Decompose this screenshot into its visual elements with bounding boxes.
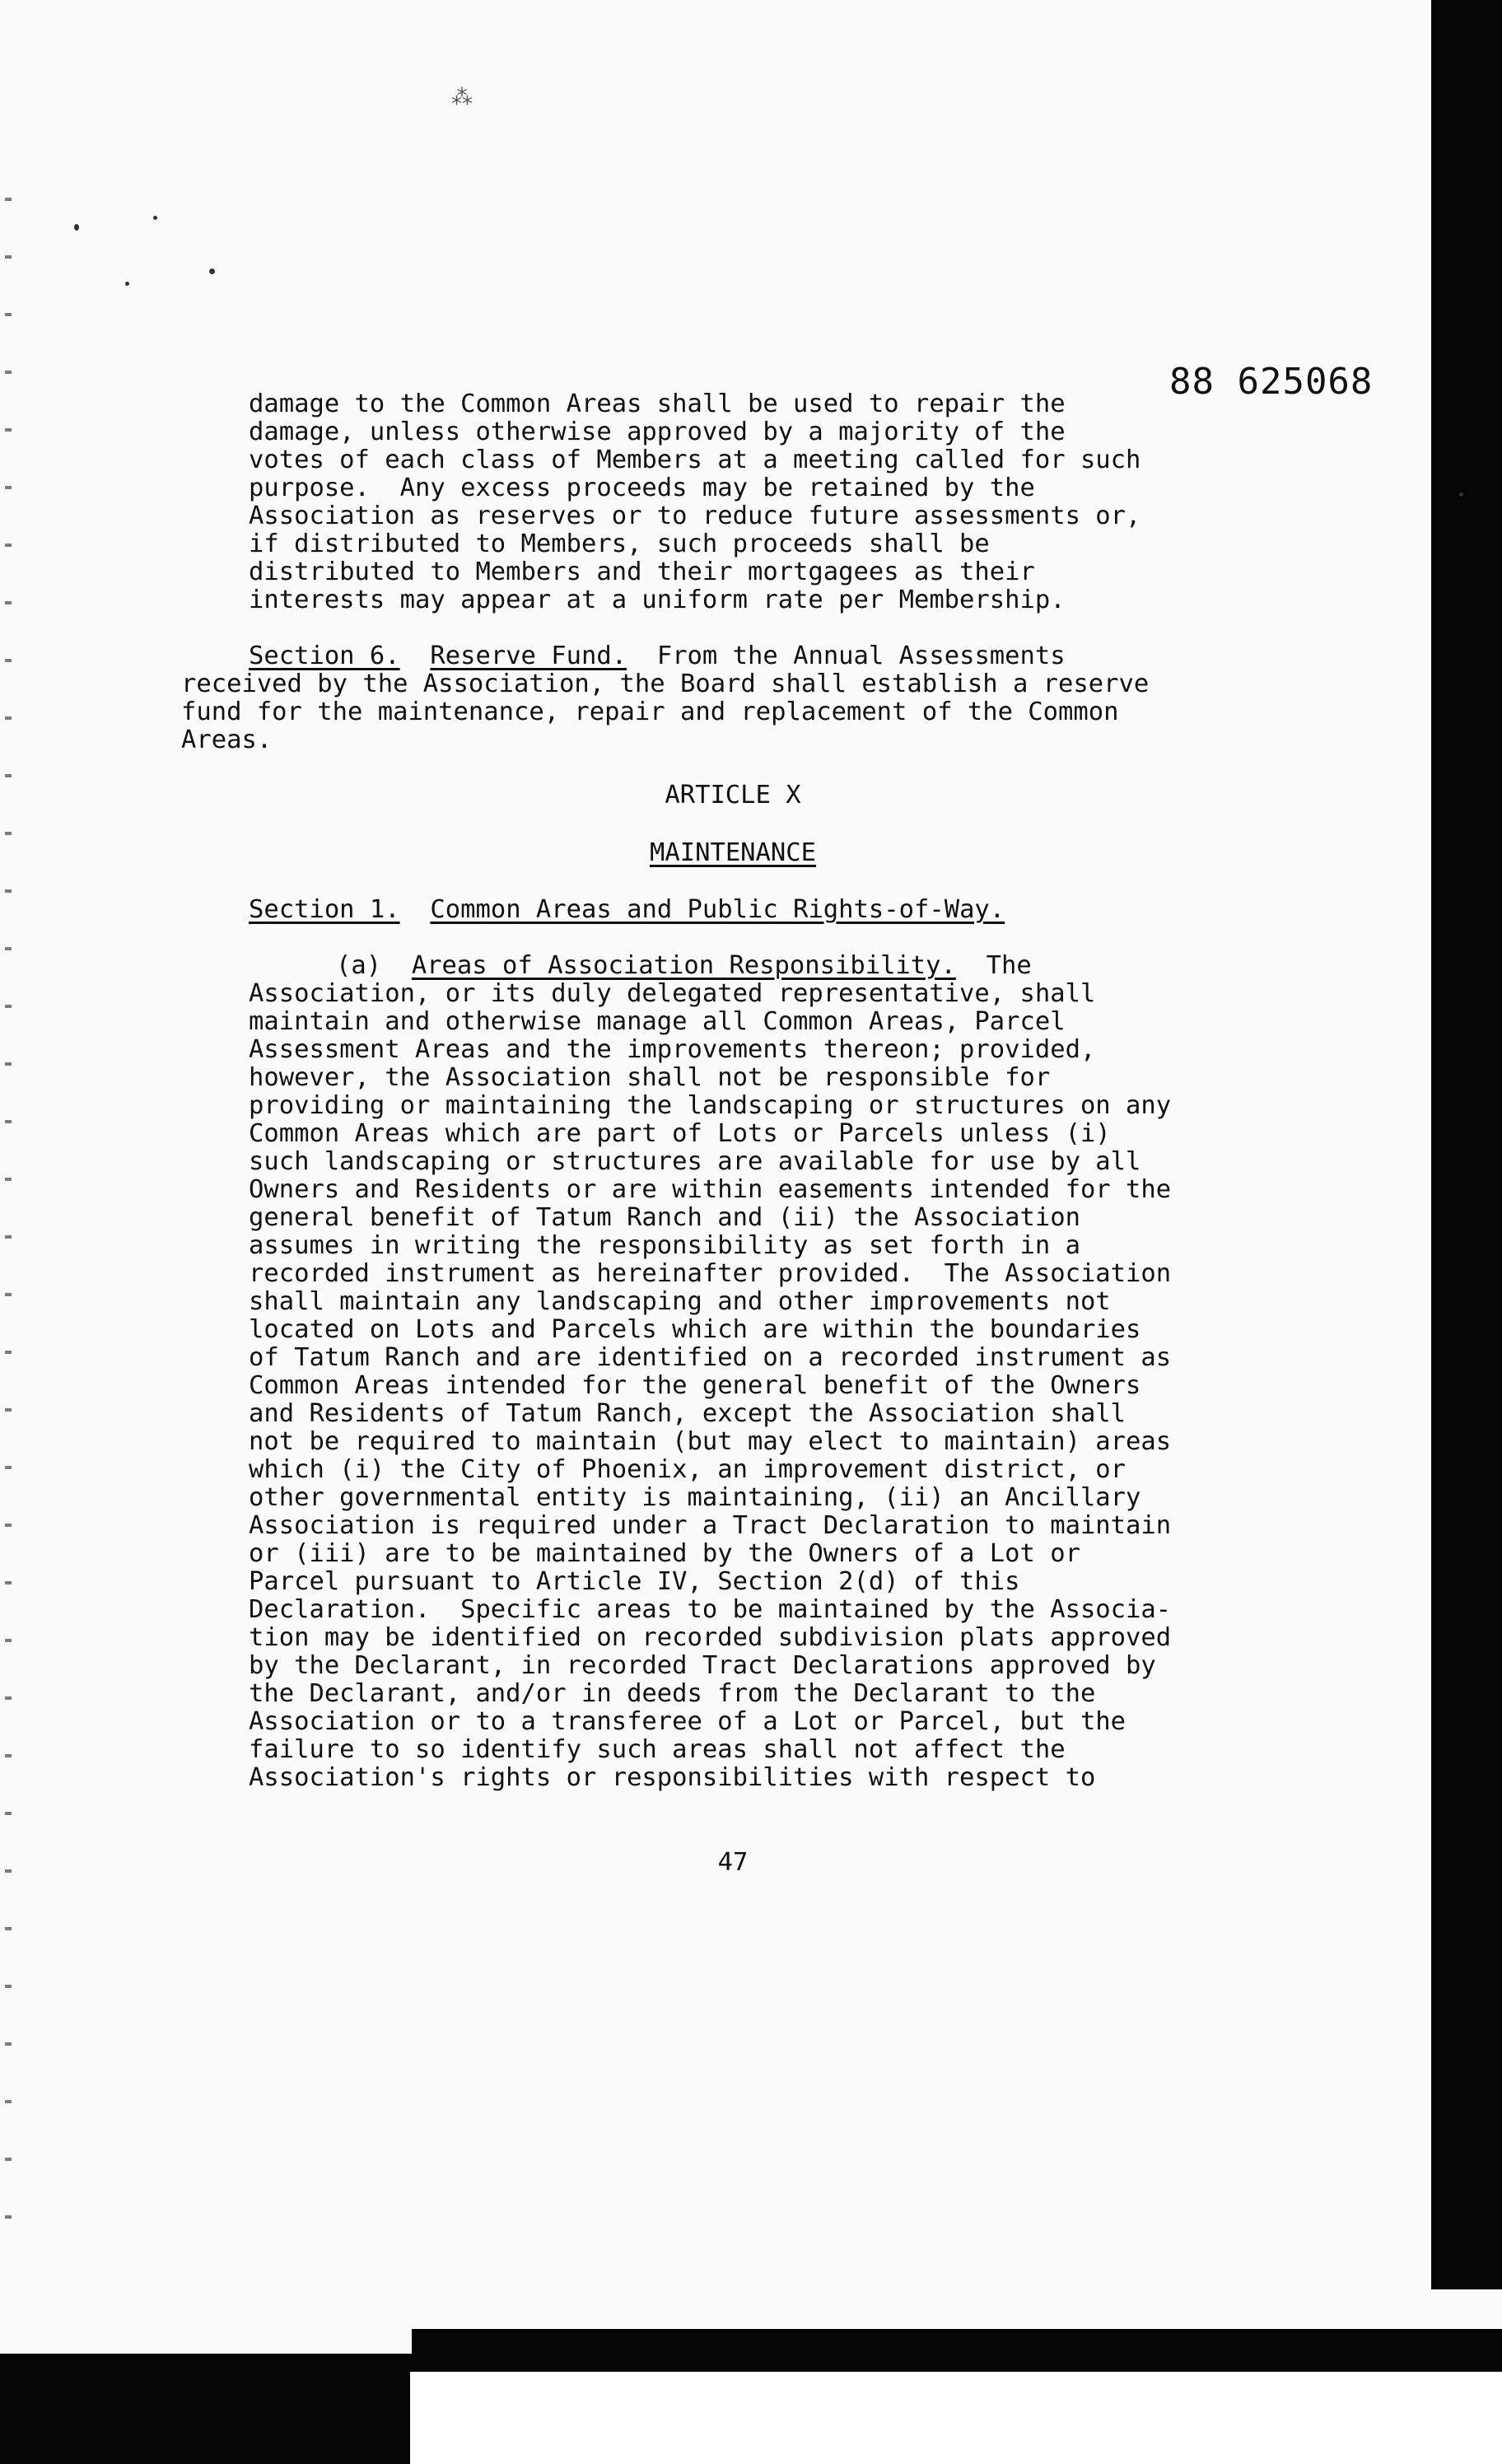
text-line: and Residents of Tatum Ranch, except the Association shall bbox=[249, 1399, 1126, 1428]
scan-margin-marks bbox=[5, 198, 12, 2256]
text-line: if distributed to Members, such proceeds shall be bbox=[249, 530, 990, 558]
text-line: tion may be identified on recorded subdivision plats approved bbox=[249, 1623, 1172, 1652]
text-line: by the Declarant, in recorded Tract Declarations approved by bbox=[249, 1651, 1156, 1680]
text-line: Parcel pursuant to Article IV, Section 2(d) of this bbox=[249, 1567, 1020, 1596]
text-line: Association, or its duly delegated representative, shall bbox=[249, 979, 1096, 1008]
section-1-heading: Section 1. bbox=[249, 895, 400, 924]
scan-edge-bottom-white bbox=[410, 2372, 1502, 2464]
text-line: votes of each class of Members at a meeting called for such bbox=[249, 446, 1141, 474]
section-6-title: Reserve Fund. bbox=[430, 642, 627, 670]
text-line: Association is required under a Tract Declaration to maintain bbox=[249, 1511, 1172, 1540]
article-heading: ARTICLE X bbox=[665, 781, 801, 810]
text-line: recorded instrument as hereinafter provided. The Association bbox=[249, 1259, 1172, 1288]
text-line: damage to the Common Areas shall be used to repair the bbox=[249, 390, 1066, 418]
text-line: other governmental entity is maintaining, (ii) an Ancillary bbox=[249, 1483, 1141, 1512]
section-1-heading-line bbox=[249, 896, 1005, 924]
text-line: failure to so identify such areas shall not affect the bbox=[249, 1735, 1066, 1764]
text-line: however, the Association shall not be responsible for bbox=[249, 1063, 1051, 1092]
text-line: which (i) the City of Phoenix, an improvement district, or bbox=[249, 1455, 1126, 1484]
scan-mark: ⁂ bbox=[451, 86, 473, 110]
article-title-text: MAINTENANCE bbox=[650, 838, 816, 867]
section-6-heading: Section 6. bbox=[249, 642, 400, 670]
text-line: located on Lots and Parcels which are within the boundaries bbox=[249, 1315, 1141, 1344]
subsection-a-first-line bbox=[336, 952, 1032, 980]
text-line: of Tatum Ranch and are identified on a recorded instrument as bbox=[249, 1343, 1172, 1372]
subsection-a-label: (a) bbox=[336, 951, 382, 980]
text-line: distributed to Members and their mortgagees as their bbox=[249, 558, 1035, 586]
subsection-a-title: Areas of Association Responsibility. bbox=[411, 951, 956, 980]
scan-speck bbox=[1459, 492, 1463, 497]
section-6-first-line bbox=[249, 642, 1066, 670]
text-fragment: From the Annual Assessments bbox=[656, 642, 1066, 670]
scan-edge-bottom-notch bbox=[0, 2329, 412, 2354]
text-line: Association's rights or responsibilities with respect to bbox=[249, 1763, 1096, 1792]
text-line: received by the Association, the Board shall establish a reserve bbox=[181, 670, 1150, 698]
text-line: not be required to maintain (but may elect to maintain) areas bbox=[249, 1427, 1172, 1456]
text-line: maintain and otherwise manage all Common Areas, Parcel bbox=[249, 1007, 1066, 1036]
text-line: Common Areas which are part of Lots or Parcels unless (i) bbox=[249, 1119, 1111, 1148]
text-line: general benefit of Tatum Ranch and (ii) the Association bbox=[249, 1203, 1080, 1232]
text-line: shall maintain any landscaping and other improvements not bbox=[249, 1287, 1111, 1316]
section-1-title: Common Areas and Public Rights-of-Way. bbox=[430, 895, 1005, 924]
text-line: Areas. bbox=[181, 726, 273, 754]
text-line: Association as reserves or to reduce future assessments or, bbox=[249, 502, 1141, 530]
text-line: damage, unless otherwise approved by a majority of the bbox=[249, 418, 1066, 446]
text-line: providing or maintaining the landscaping or structures on any bbox=[249, 1091, 1172, 1120]
scan-speck bbox=[74, 224, 79, 231]
text-line: Assessment Areas and the improvements thereon; provided, bbox=[249, 1035, 1096, 1064]
text-line: Owners and Residents or are within easements intended for the bbox=[249, 1175, 1172, 1204]
text-line: Association or to a transferee of a Lot or Parcel, but the bbox=[249, 1707, 1126, 1736]
document-number-stamp: 88 625068 bbox=[1169, 361, 1374, 403]
text-line: purpose. Any excess proceeds may be retained by the bbox=[249, 474, 1035, 502]
text-fragment: The bbox=[986, 951, 1032, 980]
text-line: assumes in writing the responsibility as set forth in a bbox=[249, 1231, 1080, 1260]
scan-edge-right bbox=[1431, 0, 1502, 2289]
scan-speck bbox=[125, 282, 129, 286]
text-line: Declaration. Specific areas to be maintained by the Associa- bbox=[249, 1595, 1172, 1624]
text-line: the Declarant, and/or in deeds from the Declarant to the bbox=[249, 1679, 1096, 1708]
text-line: Common Areas intended for the general benefit of the Owners bbox=[249, 1371, 1141, 1400]
text-line: or (iii) are to be maintained by the Owners of a Lot or bbox=[249, 1539, 1080, 1568]
page-number: 47 bbox=[717, 1848, 749, 1877]
scan-speck bbox=[153, 216, 157, 220]
text-line: fund for the maintenance, repair and replacement of the Common bbox=[181, 698, 1119, 726]
article-title bbox=[0, 838, 1466, 867]
scan-speck bbox=[209, 268, 215, 274]
text-line: interests may appear at a uniform rate per Membership. bbox=[249, 586, 1066, 614]
text-line: such landscaping or structures are available for use by all bbox=[249, 1147, 1141, 1176]
